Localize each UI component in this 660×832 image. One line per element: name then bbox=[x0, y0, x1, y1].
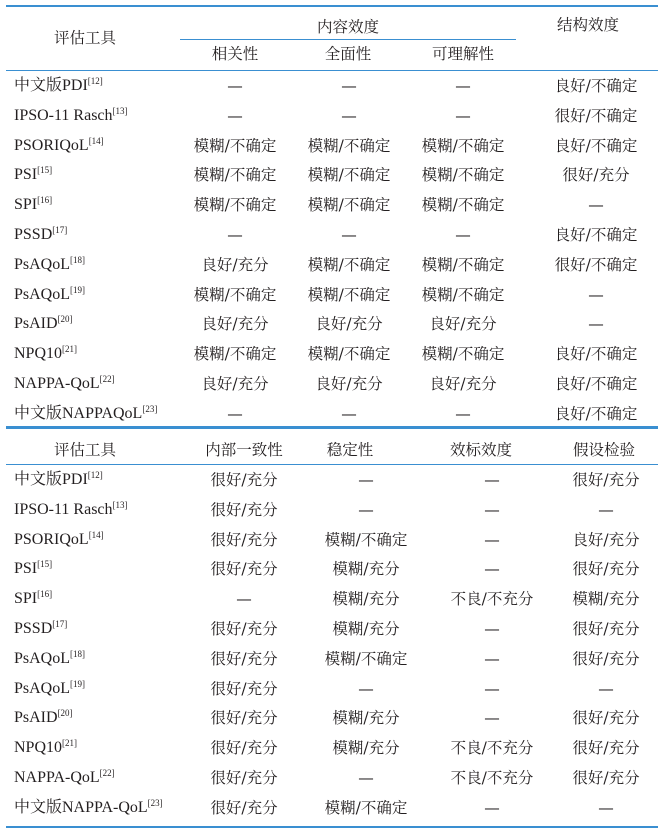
relevance-cell: — bbox=[227, 77, 243, 95]
tool-name-cell bbox=[14, 470, 103, 491]
reference-superscript: [19] bbox=[70, 284, 86, 295]
tool-name-cell bbox=[14, 374, 115, 395]
reference-superscript: [20] bbox=[57, 708, 73, 719]
relevance-cell: — bbox=[227, 226, 243, 244]
tool-name-cell bbox=[14, 344, 77, 365]
structural-validity-cell: 良好/不确定 bbox=[554, 136, 638, 155]
hypothesis-testing-cell: 很好/充分 bbox=[572, 620, 640, 638]
comprehensibility-cell: — bbox=[455, 77, 471, 95]
internal-consistency-cell: 很好/充分 bbox=[210, 679, 278, 698]
stability-cell: 模糊/不确定 bbox=[324, 649, 408, 668]
tool-name-cell bbox=[14, 76, 103, 97]
reference-superscript: [19] bbox=[70, 678, 86, 689]
reference-superscript: [14] bbox=[88, 135, 104, 146]
tool-name-cell bbox=[14, 738, 77, 759]
structural-validity-cell: — bbox=[588, 285, 604, 304]
tool-name: NPQ10 bbox=[14, 739, 63, 757]
reference-superscript: [17] bbox=[52, 619, 68, 629]
structural-validity-cell: 很好/不确定 bbox=[554, 255, 638, 274]
structural-validity-cell: 良好/不确定 bbox=[554, 226, 638, 244]
tool-name: NAPPA-QoL bbox=[14, 769, 100, 786]
tool-name: PsAQoL bbox=[14, 285, 71, 303]
comprehensibility-cell: 模糊/不确定 bbox=[421, 285, 505, 304]
relevance-cell: 模糊/不确定 bbox=[193, 196, 277, 215]
top-rule bbox=[6, 5, 658, 7]
comprehensibility-cell: 模糊/不确定 bbox=[421, 196, 505, 215]
hypothesis-testing-cell: — bbox=[598, 500, 614, 519]
tool-name: 中文版PDI bbox=[14, 471, 88, 488]
tool-name: PSSD bbox=[14, 620, 53, 637]
stability-cell: 模糊/充分 bbox=[332, 590, 400, 609]
tool-name-cell bbox=[14, 255, 85, 276]
stability-cell: 模糊/不确定 bbox=[324, 530, 408, 549]
tool-name-cell bbox=[14, 500, 128, 521]
comprehensiveness-cell: 良好/充分 bbox=[315, 375, 383, 393]
tool-name-cell bbox=[14, 768, 115, 789]
tool-name: PSI bbox=[14, 166, 38, 184]
tool-name: NPQ10 bbox=[14, 345, 63, 363]
reference-superscript: [21] bbox=[62, 738, 78, 749]
reference-superscript: [15] bbox=[37, 165, 53, 176]
structural-validity-cell: 良好/不确定 bbox=[554, 404, 638, 423]
relevance-cell: 良好/充分 bbox=[201, 375, 269, 393]
comprehensibility-cell: 良好/充分 bbox=[429, 315, 497, 334]
t2-header-stability: 稳定性 bbox=[326, 441, 374, 459]
comprehensiveness-cell: 模糊/不确定 bbox=[307, 255, 391, 274]
comprehensiveness-cell: 模糊/不确定 bbox=[307, 196, 391, 215]
header-rule-2 bbox=[6, 464, 658, 465]
relevance-cell: 模糊/不确定 bbox=[193, 136, 277, 155]
hypothesis-testing-cell: 很好/充分 bbox=[572, 769, 640, 787]
criterion-validity-cell: — bbox=[484, 500, 500, 519]
t2-header-internal-consistency: 内部一致性 bbox=[205, 441, 283, 459]
tool-name: PSORIQoL bbox=[14, 530, 89, 548]
comprehensiveness-cell: 模糊/不确定 bbox=[307, 136, 391, 155]
internal-consistency-cell: 很好/充分 bbox=[210, 709, 278, 728]
reference-superscript: [16] bbox=[37, 195, 53, 206]
reference-superscript: [22] bbox=[99, 374, 115, 384]
comprehensibility-cell: 模糊/不确定 bbox=[421, 136, 505, 155]
t1-header-comprehensibility: 可理解性 bbox=[431, 45, 494, 63]
reference-superscript: [16] bbox=[37, 589, 53, 600]
tool-name: PSI bbox=[14, 560, 38, 578]
stability-cell: — bbox=[358, 679, 374, 698]
t1-header-content-validity: 内容效度 bbox=[316, 18, 379, 36]
hypothesis-testing-cell: 很好/充分 bbox=[572, 739, 640, 758]
t1-header-comprehensiveness: 全面性 bbox=[324, 45, 372, 63]
tool-name-cell bbox=[14, 798, 163, 819]
tool-name-cell bbox=[14, 530, 104, 551]
stability-cell: — bbox=[358, 500, 374, 519]
tool-name-cell bbox=[14, 708, 73, 729]
tool-name-cell bbox=[14, 136, 104, 157]
tool-name: SPI bbox=[14, 196, 38, 214]
tool-name: PsAQoL bbox=[14, 679, 71, 697]
comprehensibility-cell: 良好/充分 bbox=[429, 375, 497, 393]
tool-name: PSORIQoL bbox=[14, 136, 89, 154]
reference-superscript: [22] bbox=[99, 768, 115, 778]
reference-superscript: [18] bbox=[70, 254, 86, 265]
comprehensiveness-cell: 模糊/不确定 bbox=[307, 285, 391, 304]
tool-name-cell bbox=[14, 225, 67, 246]
internal-consistency-cell: 很好/充分 bbox=[210, 798, 278, 817]
reference-superscript: [14] bbox=[88, 529, 104, 540]
tool-name: 中文版NAPPAQoL bbox=[14, 404, 143, 422]
hypothesis-testing-cell: 很好/充分 bbox=[572, 709, 640, 728]
criterion-validity-cell: — bbox=[484, 530, 500, 549]
section-divider-rule bbox=[6, 426, 658, 429]
tool-name: PsAID bbox=[14, 709, 58, 727]
internal-consistency-cell: 很好/充分 bbox=[210, 560, 278, 579]
relevance-cell: 良好/充分 bbox=[201, 255, 269, 274]
hypothesis-testing-cell: 很好/充分 bbox=[572, 471, 640, 489]
comprehensibility-cell: 模糊/不确定 bbox=[421, 345, 505, 364]
comprehensiveness-cell: — bbox=[341, 404, 357, 423]
hypothesis-testing-cell: 模糊/充分 bbox=[572, 590, 640, 609]
internal-consistency-cell: 很好/充分 bbox=[210, 471, 278, 489]
internal-consistency-cell: 很好/充分 bbox=[210, 530, 278, 549]
tool-name: NAPPA-QoL bbox=[14, 375, 100, 392]
reference-superscript: [13] bbox=[112, 105, 128, 116]
criterion-validity-cell: 不良/不充分 bbox=[450, 739, 534, 758]
internal-consistency-cell: 很好/充分 bbox=[210, 769, 278, 787]
criterion-validity-cell: — bbox=[484, 679, 500, 698]
t2-header-criterion-validity: 效标效度 bbox=[449, 441, 512, 459]
comprehensibility-cell: — bbox=[455, 226, 471, 244]
criterion-validity-cell: 不良/不充分 bbox=[450, 769, 534, 787]
tool-name-cell bbox=[14, 314, 73, 335]
structural-validity-cell: — bbox=[588, 315, 604, 334]
internal-consistency-cell: — bbox=[236, 590, 252, 609]
comprehensiveness-cell: — bbox=[341, 226, 357, 244]
reference-superscript: [20] bbox=[57, 314, 73, 325]
hypothesis-testing-cell: 很好/充分 bbox=[572, 649, 640, 668]
tool-name: SPI bbox=[14, 590, 38, 608]
structural-validity-cell: 很好/不确定 bbox=[554, 106, 638, 125]
relevance-cell: — bbox=[227, 404, 243, 423]
tool-name-cell bbox=[14, 165, 52, 186]
criterion-validity-cell: — bbox=[484, 709, 500, 728]
hypothesis-testing-cell: 良好/充分 bbox=[572, 530, 640, 549]
comprehensiveness-cell: — bbox=[341, 77, 357, 95]
stability-cell: 模糊/充分 bbox=[332, 560, 400, 579]
reference-superscript: [21] bbox=[62, 344, 78, 355]
tool-name-cell bbox=[14, 285, 85, 306]
reference-superscript: [17] bbox=[52, 225, 68, 235]
t1-header-structural-validity: 结构效度 bbox=[556, 16, 619, 34]
reference-superscript: [15] bbox=[37, 559, 53, 570]
t2-header-tool: 评估工具 bbox=[53, 441, 116, 459]
hypothesis-testing-cell: 很好/充分 bbox=[572, 560, 640, 579]
hypothesis-testing-cell: — bbox=[598, 679, 614, 698]
reference-superscript: [13] bbox=[112, 499, 128, 510]
content-validity-rule bbox=[180, 39, 516, 40]
tool-name-cell bbox=[14, 619, 67, 640]
tool-name: PsAQoL bbox=[14, 255, 71, 273]
tool-name: IPSO-11 Rasch bbox=[14, 500, 113, 518]
reference-superscript: [12] bbox=[87, 76, 103, 86]
internal-consistency-cell: 很好/充分 bbox=[210, 739, 278, 758]
criterion-validity-cell: 不良/不充分 bbox=[450, 590, 534, 609]
bottom-rule bbox=[6, 826, 658, 828]
tool-name: IPSO-11 Rasch bbox=[14, 106, 113, 124]
stability-cell: 模糊/充分 bbox=[332, 739, 400, 758]
reference-superscript: [23] bbox=[147, 797, 163, 808]
comprehensiveness-cell: 模糊/不确定 bbox=[307, 345, 391, 364]
internal-consistency-cell: 很好/充分 bbox=[210, 649, 278, 668]
internal-consistency-cell: 很好/充分 bbox=[210, 500, 278, 519]
comprehensibility-cell: 模糊/不确定 bbox=[421, 255, 505, 274]
structural-validity-cell: 良好/不确定 bbox=[554, 77, 638, 95]
structural-validity-cell: — bbox=[588, 196, 604, 215]
criterion-validity-cell: — bbox=[484, 649, 500, 668]
comprehensiveness-cell: 模糊/不确定 bbox=[307, 166, 391, 185]
reference-superscript: [12] bbox=[87, 470, 103, 480]
reference-superscript: [18] bbox=[70, 648, 86, 659]
tool-name: PsAID bbox=[14, 315, 58, 333]
tool-name: PSSD bbox=[14, 226, 53, 243]
comprehensiveness-cell: — bbox=[341, 106, 357, 125]
tool-name-cell bbox=[14, 649, 85, 670]
header-rule-1 bbox=[6, 70, 658, 71]
criterion-validity-cell: — bbox=[484, 798, 500, 817]
stability-cell: — bbox=[358, 769, 374, 787]
criterion-validity-cell: — bbox=[484, 560, 500, 579]
tool-name-cell bbox=[14, 195, 52, 216]
relevance-cell: — bbox=[227, 106, 243, 125]
criterion-validity-cell: — bbox=[484, 471, 500, 489]
relevance-cell: 良好/充分 bbox=[201, 315, 269, 334]
structural-validity-cell: 很好/充分 bbox=[562, 166, 630, 185]
stability-cell: 模糊/不确定 bbox=[324, 798, 408, 817]
t1-header-tool: 评估工具 bbox=[53, 29, 116, 47]
tool-name: 中文版PDI bbox=[14, 77, 88, 94]
relevance-cell: 模糊/不确定 bbox=[193, 345, 277, 364]
relevance-cell: 模糊/不确定 bbox=[193, 166, 277, 185]
t1-header-relevance: 相关性 bbox=[211, 45, 259, 63]
structural-validity-cell: 良好/不确定 bbox=[554, 375, 638, 393]
comprehensibility-cell: — bbox=[455, 106, 471, 125]
tool-name-cell bbox=[14, 106, 128, 127]
relevance-cell: 模糊/不确定 bbox=[193, 285, 277, 304]
structural-validity-cell: 良好/不确定 bbox=[554, 345, 638, 364]
hypothesis-testing-cell: — bbox=[598, 798, 614, 817]
tool-name-cell bbox=[14, 589, 52, 610]
criterion-validity-cell: — bbox=[484, 620, 500, 638]
tool-name-cell bbox=[14, 404, 157, 425]
tool-name-cell bbox=[14, 559, 52, 580]
t2-header-hypothesis-testing: 假设检验 bbox=[572, 441, 635, 459]
tool-name: 中文版NAPPA-QoL bbox=[14, 798, 148, 816]
internal-consistency-cell: 很好/充分 bbox=[210, 620, 278, 638]
comprehensibility-cell: — bbox=[455, 404, 471, 423]
comprehensibility-cell: 模糊/不确定 bbox=[421, 166, 505, 185]
reference-superscript: [23] bbox=[142, 403, 158, 414]
stability-cell: 模糊/充分 bbox=[332, 709, 400, 728]
stability-cell: 模糊/充分 bbox=[332, 620, 400, 638]
tool-name-cell bbox=[14, 679, 85, 700]
stability-cell: — bbox=[358, 471, 374, 489]
tool-name: PsAQoL bbox=[14, 649, 71, 667]
comprehensiveness-cell: 良好/充分 bbox=[315, 315, 383, 334]
